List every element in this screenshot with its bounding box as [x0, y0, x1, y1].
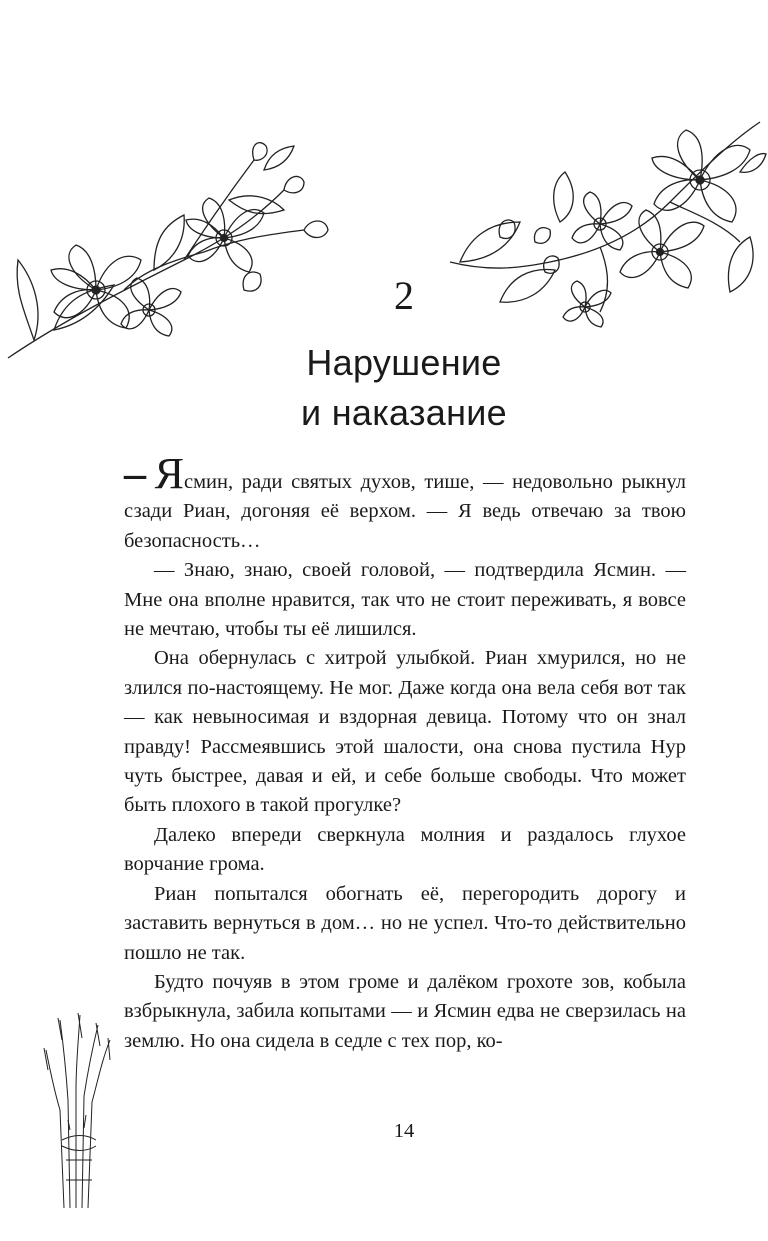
chapter-title	[0, 338, 768, 438]
paragraph-1	[124, 449, 687, 556]
reed-bundle-icon	[40, 1010, 120, 1210]
paragraph-5: Риан попытался обогнать её, перегородить дорогу и заставить вернуться в дом… но не успел. Что-то действительно пошло не так.	[124, 882, 686, 964]
paragraph-4: Далеко впереди сверкнула молния и раздалось глухое ворчание грома.	[124, 823, 686, 876]
chapter-title-line-1: Нарушение	[306, 342, 502, 383]
drop-cap: Я	[154, 449, 184, 498]
opening-dash: –	[124, 449, 146, 498]
paragraph-3: Она обернулась с хитрой улыбкой. Риан хмурился, но не злился по-настоящему. Не мог. Даже когда она вела себя вот так — как невыносимая и вздорная девица. Потому что он знал правду! Рассмеявшись этой шалости, она снова пустила Нур чуть быстрее, давая и ей, и себе больше свободы. Что может быть плохого в такой прогулке?	[124, 647, 686, 817]
chapter-number: 2	[394, 273, 414, 318]
paragraph-2: — Знаю, знаю, своей головой, — подтвердила Ясмин. — Мне она вполне нравится, так что не стоит переживать, я вовсе не мечтаю, чтобы ты её лишился.	[124, 559, 686, 641]
magnolia-branch-left-icon	[4, 140, 344, 370]
chapter-text	[124, 449, 687, 1056]
paragraph-1-text: смин, ради святых духов, тише, — недовольно рыкнул сзади Риан, догоняя её верхом. — Я ведь отвечаю за твою безопасность…	[124, 471, 687, 552]
paragraph-6: Будто почуяв в этом громе и далёком грохоте зов, кобыла взбрыкнула, забила копытами — и Ясмин едва не сверзилась на землю. Но она сидела в седле с тех пор, ко-	[124, 970, 686, 1052]
chapter-title-line-2: и наказание	[300, 392, 507, 433]
page-number: 14	[393, 1120, 415, 1142]
